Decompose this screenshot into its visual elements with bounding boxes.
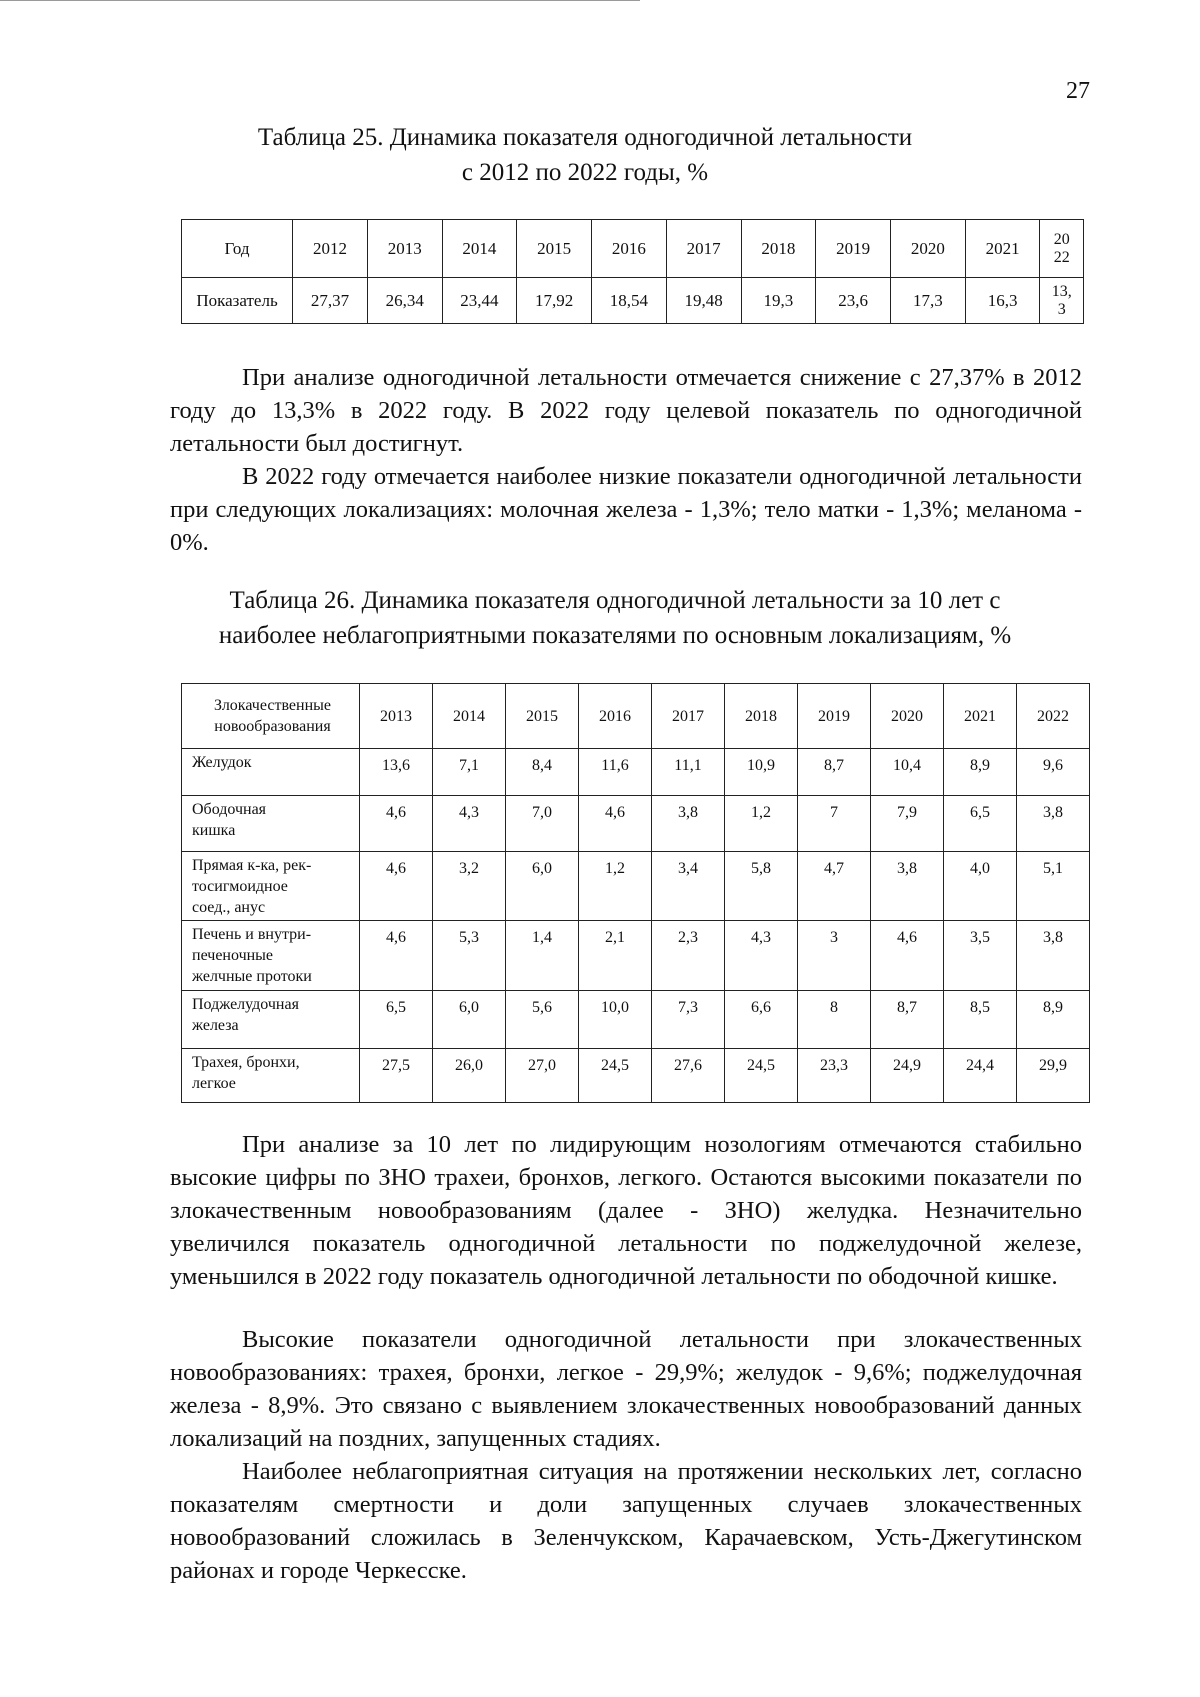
table-25-value-cell: 17,3 — [890, 278, 965, 324]
value-cell: 4,6 — [579, 796, 652, 852]
table-row — [182, 991, 1090, 1049]
value-cell: 8,5 — [944, 991, 1017, 1049]
row-label-line: печеночные — [192, 947, 274, 964]
table-row — [182, 921, 1090, 991]
paragraph-2: В 2022 году отмечается наиболее низкие показатели одногодичной летальности при следующих локализациях: молочная железа - 1,3%; тело матки - 1,3%; меланома - 0%. — [170, 463, 1082, 556]
value-cell: 8,9 — [944, 749, 1017, 796]
value-cell: 8,7 — [798, 749, 871, 796]
value-cell: 27,5 — [360, 1049, 433, 1103]
table-26-year-cell: 2013 — [360, 684, 433, 749]
table-row — [182, 749, 1090, 796]
row-label-line: Трахея, бронхи, — [192, 1054, 300, 1071]
table-26-year-cell: 2020 — [871, 684, 944, 749]
value-cell: 4,0 — [944, 852, 1017, 921]
value-cell: 24,5 — [725, 1049, 798, 1103]
value-cell: 4,3 — [725, 921, 798, 991]
table-25-year-cell-2022 — [1040, 220, 1084, 278]
table-25-year-cell: 2016 — [592, 220, 667, 278]
value-cell: 11,6 — [579, 749, 652, 796]
table-25-value-cell: 23,6 — [816, 278, 891, 324]
row-label-line: Ободочная — [192, 801, 267, 818]
value-cell: 4,6 — [871, 921, 944, 991]
value-cell: 24,9 — [871, 1049, 944, 1103]
table-row — [182, 796, 1090, 852]
value-cell: 5,1 — [1017, 852, 1090, 921]
table-26-year-cell: 2015 — [506, 684, 579, 749]
header-label-line2: новообразования — [214, 718, 331, 735]
table-26-title-line1: Таблица 26. Динамика показателя одногодичной летальности за 10 лет с — [229, 587, 1001, 614]
table-25-value-cell: 27,37 — [293, 278, 368, 324]
table-25-year-row — [182, 220, 1084, 278]
value-cell: 6,0 — [433, 991, 506, 1049]
table-25-value-cell-2022 — [1040, 278, 1084, 324]
table-25-value-row — [182, 278, 1084, 324]
table-25-year-cell: 2018 — [741, 220, 816, 278]
table-row — [182, 852, 1090, 921]
table-26-year-cell: 2021 — [944, 684, 1017, 749]
page-number: 27 — [1066, 78, 1090, 104]
value-cell: 29,9 — [1017, 1049, 1090, 1103]
table-25-year-cell: 2012 — [293, 220, 368, 278]
table-26-title-line2: наиболее неблагоприятными показателями по основным локализациям, % — [218, 622, 1012, 649]
value-cell: 26,0 — [433, 1049, 506, 1103]
value-cell: 24,4 — [944, 1049, 1017, 1103]
table-26-title — [170, 583, 1060, 653]
value-cell: 6,5 — [944, 796, 1017, 852]
paragraph-3: При анализе за 10 лет по лидирующим нозологиям отмечаются стабильно высокие цифры по ЗНО трахеи, бронхов, легкого. Остаются высокими показатели по злокачественным новообразованиям (далее - ЗНО) желудка. Незначительно увеличился показатель одногодичной летальности по поджелудочной железе, уменьшился в 2022 году показатель одногодичной летальности по ободочной кишке. — [170, 1131, 1082, 1290]
value-cell: 7 — [798, 796, 871, 852]
row-label-line: Прямая к-ка, рек- — [192, 857, 312, 874]
value-cell: 6,6 — [725, 991, 798, 1049]
table-25-title-line1: Таблица 25. Динамика показателя одногодичной летальности — [257, 124, 913, 151]
table-25-value-cell: 19,48 — [666, 278, 741, 324]
value-cell: 1,2 — [579, 852, 652, 921]
table-25-value-cell: 23,44 — [442, 278, 517, 324]
value-cell: 4,3 — [433, 796, 506, 852]
table-25-year-label: Год — [182, 220, 293, 278]
value-cell: 3,8 — [1017, 796, 1090, 852]
table-25-value-cell: 16,3 — [965, 278, 1040, 324]
value-cell: 8,9 — [1017, 991, 1090, 1049]
value-cell: 7,3 — [652, 991, 725, 1049]
paragraph-5: Наиболее неблагоприятная ситуация на протяжении нескольких лет, согласно показателям смертности и доли запущенных случаев злокачественных новообразований сложилась в Зеленчукском, Карачаевском, Усть-Джегутинском районах и городе Черкесске. — [170, 1458, 1082, 1584]
table-26 — [181, 683, 1090, 1103]
value-cell: 10,4 — [871, 749, 944, 796]
value-cell: 1,4 — [506, 921, 579, 991]
row-label-line: Желудок — [192, 754, 252, 771]
row-label-line: железа — [192, 1017, 239, 1034]
table-26-header-row — [182, 684, 1090, 749]
table-25-year-cell: 2013 — [367, 220, 442, 278]
table-25-year-cell: 2021 — [965, 220, 1040, 278]
row-label-line: легкое — [192, 1075, 236, 1092]
value-cell: 27,6 — [652, 1049, 725, 1103]
paragraph-1: При анализе одногодичной летальности отмечается снижение с 27,37% в 2012 году до 13,3% в 2022 году. В 2022 году целевой показатель по одногодичной летальности был достигнут. — [170, 364, 1082, 457]
year-2022-part1: 20 — [1053, 230, 1070, 248]
value-cell: 4,7 — [798, 852, 871, 921]
value-cell: 3,2 — [433, 852, 506, 921]
value-cell: 5,6 — [506, 991, 579, 1049]
table-25-year-cell: 2017 — [666, 220, 741, 278]
value-cell: 23,3 — [798, 1049, 871, 1103]
table-25-value-cell: 19,3 — [741, 278, 816, 324]
value-cell: 5,8 — [725, 852, 798, 921]
table-25-title-line2: с 2012 по 2022 годы, % — [461, 159, 709, 186]
value-cell: 9,6 — [1017, 749, 1090, 796]
value-cell: 4,6 — [360, 796, 433, 852]
row-label — [182, 749, 360, 796]
table-26-year-cell: 2022 — [1017, 684, 1090, 749]
value-cell: 8,4 — [506, 749, 579, 796]
value-cell: 7,9 — [871, 796, 944, 852]
value-cell: 1,2 — [725, 796, 798, 852]
value-cell: 3,8 — [1017, 921, 1090, 991]
scan-top-edge — [0, 0, 640, 1]
row-label — [182, 991, 360, 1049]
value-cell: 8 — [798, 991, 871, 1049]
value-cell: 6,0 — [506, 852, 579, 921]
value-cell: 7,1 — [433, 749, 506, 796]
value-cell: 3 — [798, 921, 871, 991]
value-cell: 24,5 — [579, 1049, 652, 1103]
value-cell: 7,0 — [506, 796, 579, 852]
row-label-line: желчные протоки — [192, 968, 312, 985]
table-25-value-label: Показатель — [182, 278, 293, 324]
table-26-year-cell: 2019 — [798, 684, 871, 749]
value-2022-part1: 13, — [1051, 282, 1072, 300]
paragraph-4: Высокие показатели одногодичной летальности при злокачественных новообразованиях: трахея, бронхи, легкое - 29,9%; желудок - 9,6%; поджелудочная железа - 8,9%. Это связано с выявлением злокачественных новообразований данных локализаций на поздних, запущенных стадиях. — [170, 1326, 1082, 1452]
row-label — [182, 921, 360, 991]
value-cell: 10,9 — [725, 749, 798, 796]
table-25-year-cell: 2014 — [442, 220, 517, 278]
value-cell: 3,4 — [652, 852, 725, 921]
value-cell: 10,0 — [579, 991, 652, 1049]
row-label-line: Печень и внутри- — [192, 926, 312, 943]
table-26-year-cell: 2016 — [579, 684, 652, 749]
row-label — [182, 852, 360, 921]
header-label-line1: Злокачественные — [214, 697, 331, 714]
value-cell: 13,6 — [360, 749, 433, 796]
table-26-year-cell: 2014 — [433, 684, 506, 749]
row-label-line: соед., анус — [192, 899, 266, 916]
table-25-year-cell: 2015 — [517, 220, 592, 278]
table-25-title — [170, 120, 1000, 190]
value-cell: 6,5 — [360, 991, 433, 1049]
table-26-year-cell: 2017 — [652, 684, 725, 749]
value-cell: 2,3 — [652, 921, 725, 991]
row-label — [182, 1049, 360, 1103]
value-cell: 4,6 — [360, 921, 433, 991]
table-row — [182, 1049, 1090, 1103]
table-25 — [181, 219, 1084, 324]
row-label-line: Поджелудочная — [192, 996, 299, 1013]
row-label — [182, 796, 360, 852]
row-label-line: кишка — [192, 822, 236, 839]
value-cell: 4,6 — [360, 852, 433, 921]
value-2022-part2: 3 — [1057, 300, 1066, 318]
table-25-year-cell: 2020 — [890, 220, 965, 278]
value-cell: 8,7 — [871, 991, 944, 1049]
value-cell: 27,0 — [506, 1049, 579, 1103]
table-25-year-cell: 2019 — [816, 220, 891, 278]
table-26-year-cell: 2018 — [725, 684, 798, 749]
value-cell: 11,1 — [652, 749, 725, 796]
row-label-line: тосигмоидное — [192, 878, 288, 895]
year-2022-part2: 22 — [1053, 248, 1070, 266]
table-25-value-cell: 26,34 — [367, 278, 442, 324]
value-cell: 3,8 — [652, 796, 725, 852]
value-cell: 5,3 — [433, 921, 506, 991]
table-25-value-cell: 17,92 — [517, 278, 592, 324]
table-25-value-cell: 18,54 — [592, 278, 667, 324]
table-26-body — [182, 749, 1090, 1103]
value-cell: 3,8 — [871, 852, 944, 921]
value-cell: 3,5 — [944, 921, 1017, 991]
table-26-header-label — [182, 684, 360, 749]
value-cell: 2,1 — [579, 921, 652, 991]
